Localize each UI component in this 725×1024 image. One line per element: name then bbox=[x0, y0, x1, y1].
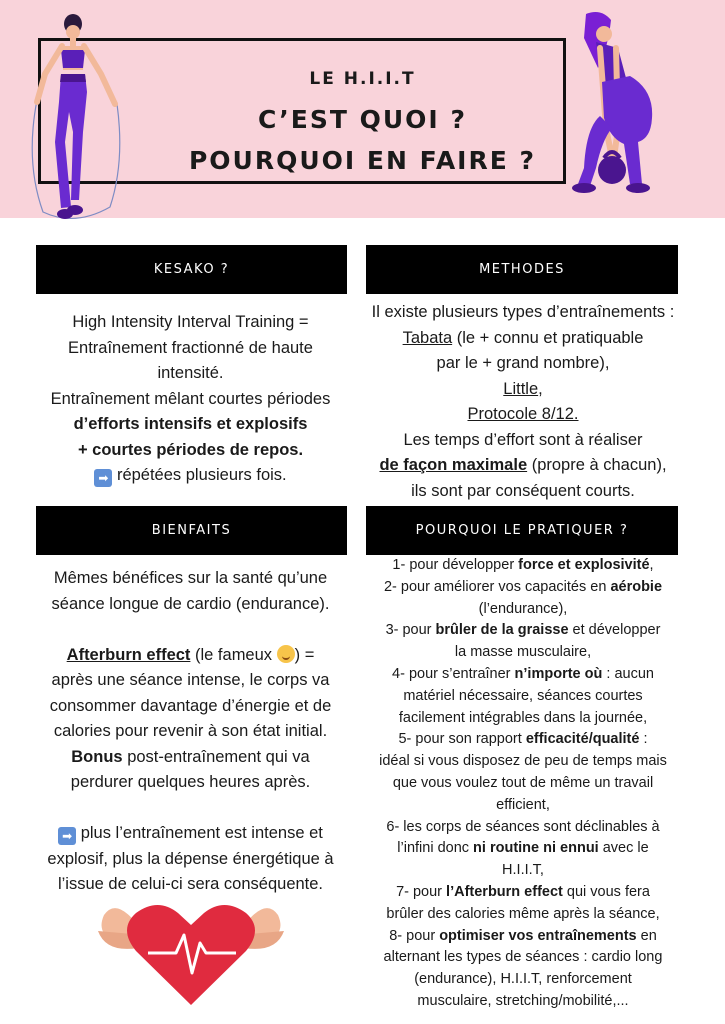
bienfaits-text bbox=[18, 566, 363, 898]
pourquoi-heading: POURQUOI LE PRATIQUER ? bbox=[366, 506, 678, 555]
reason-line: idéal si vous disposez de peu de temps mais bbox=[379, 753, 667, 770]
reason-5 bbox=[352, 729, 694, 751]
kesako-bold-line: + courtes périodes de repos. bbox=[77, 440, 304, 459]
reason-line bbox=[352, 838, 694, 860]
bienfaits-line: séance longue de cardio (endurance). bbox=[51, 594, 330, 613]
reason-text: , bbox=[649, 557, 654, 573]
reason-line: H.I.I.T, bbox=[502, 862, 544, 879]
bienfaits-line: calories pour revenir à son état initial. bbox=[53, 722, 328, 740]
kesako-line bbox=[18, 463, 363, 489]
maximale-emphasis: de façon maximale bbox=[379, 456, 528, 474]
reason-8 bbox=[352, 926, 694, 948]
bienfaits-line: l’issue de celui-ci sera conséquente. bbox=[57, 875, 324, 893]
bienfaits-line: Mêmes bénéfices sur la santé qu’une bbox=[53, 569, 328, 587]
reason-emphasis: aérobie bbox=[610, 578, 663, 595]
methodes-line bbox=[352, 453, 694, 479]
reason-text: avec le bbox=[598, 840, 649, 857]
bienfaits-line: perdurer quelques heures après. bbox=[70, 773, 311, 791]
reason-line: musculaire, stretching/mobilité,... bbox=[417, 992, 629, 1009]
methodes-line bbox=[352, 377, 694, 403]
reason-emphasis: optimiser vos entraînements bbox=[439, 927, 637, 944]
methodes-text-part: (propre à chacun), bbox=[527, 456, 667, 474]
reason-line: que vous voulez tout de même un travail bbox=[392, 774, 654, 791]
spacer bbox=[18, 617, 363, 643]
reason-line: alternant les types de séances : cardio long bbox=[383, 949, 663, 966]
bienfaits-line bbox=[18, 643, 363, 669]
methodes-line: ils sont par conséquent courts. bbox=[411, 481, 635, 500]
kesako-heading: KESAKO ? bbox=[36, 245, 347, 294]
reason-emphasis: efficacité/qualité bbox=[525, 731, 640, 748]
protocole-link: Protocole 8/12. bbox=[467, 405, 579, 423]
methodes-heading: METHODES bbox=[366, 245, 678, 294]
reason-line: matériel nécessaire, séances courtes bbox=[403, 687, 643, 704]
reason-6: 6- les corps de séances sont déclinables à bbox=[386, 818, 660, 835]
reason-line: (l’endurance), bbox=[478, 600, 568, 617]
reason-emphasis: l’Afterburn effect bbox=[446, 883, 563, 900]
spacer bbox=[18, 796, 363, 822]
reason-text: 2- pour améliorer vos capacités en bbox=[383, 578, 611, 595]
bienfaits-line bbox=[18, 745, 363, 771]
reason-line: efficient, bbox=[496, 796, 550, 813]
methodes-text bbox=[352, 300, 694, 504]
reason-4 bbox=[352, 664, 694, 686]
methodes-line: Les temps d’effort sont à réaliser bbox=[403, 430, 643, 449]
smiling-face-icon bbox=[277, 645, 295, 663]
kesako-line: intensité. bbox=[157, 364, 224, 382]
afterburn-emphasis: Afterburn effect bbox=[66, 645, 191, 664]
bienfaits-heading: BIENFAITS bbox=[36, 506, 347, 555]
reason-line: brûler des calories même après la séance, bbox=[386, 905, 660, 922]
methodes-line bbox=[352, 326, 694, 352]
reason-text: l’infini donc bbox=[397, 840, 474, 857]
reason-line: (endurance), H.I.I.T, renforcement bbox=[414, 971, 632, 988]
kettlebell-woman-illustration bbox=[556, 8, 671, 200]
reason-text: et développer bbox=[568, 622, 661, 639]
reason-line: la masse musculaire, bbox=[454, 644, 592, 661]
methodes-text-part: , bbox=[538, 379, 543, 398]
jump-rope-woman-illustration bbox=[15, 12, 130, 222]
bienfaits-text-part: plus l’entraînement est intense et bbox=[76, 824, 323, 842]
reason-emphasis: n’importe où bbox=[514, 665, 603, 682]
kesako-bold-line: d’efforts intensifs et explosifs bbox=[73, 415, 308, 433]
bienfaits-line: après une séance intense, le corps va bbox=[51, 671, 330, 689]
reason-text: : bbox=[639, 731, 648, 748]
reason-2 bbox=[352, 577, 694, 599]
reason-text: en bbox=[636, 927, 657, 944]
reason-text: 8- pour bbox=[389, 927, 440, 944]
bienfaits-text-part: ) = bbox=[294, 645, 315, 664]
tabata-link: Tabata bbox=[402, 328, 453, 347]
bienfaits-text-part: post-entraînement qui va bbox=[122, 747, 310, 766]
methodes-line: Il existe plusieurs types d’entraînements : bbox=[371, 303, 675, 321]
reason-text: 7- pour bbox=[396, 883, 447, 900]
arrow-right-icon: ➡ bbox=[94, 469, 112, 487]
reason-text: : aucun bbox=[602, 665, 654, 682]
arrow-right-icon: ➡ bbox=[58, 827, 76, 845]
kesako-line: Entraînement fractionné de haute bbox=[68, 338, 313, 357]
reason-1 bbox=[352, 555, 694, 577]
kesako-line: Entraînement mêlant courtes périodes bbox=[50, 389, 331, 408]
header-kicker: LE H.I.I.T bbox=[309, 69, 416, 89]
reason-text: 5- pour son rapport bbox=[398, 731, 526, 748]
reason-emphasis: brûler de la graisse bbox=[435, 622, 569, 639]
reason-text: 3- pour bbox=[385, 622, 436, 639]
bienfaits-line: consommer davantage d’énergie et de bbox=[49, 696, 332, 715]
reason-text: 4- pour s’entraîner bbox=[392, 665, 515, 682]
bienfaits-line: explosif, plus la dépense énergétique à bbox=[47, 849, 334, 868]
pourquoi-text bbox=[352, 555, 694, 1013]
strong-heart-icon bbox=[96, 893, 286, 1008]
little-link: Little bbox=[503, 379, 539, 398]
bienfaits-line bbox=[18, 821, 363, 847]
reason-emphasis: ni routine ni ennui bbox=[473, 840, 599, 857]
bienfaits-text-part: (le fameux bbox=[190, 645, 277, 664]
bonus-emphasis: Bonus bbox=[71, 747, 123, 766]
kesako-line: High Intensity Interval Training = bbox=[72, 313, 309, 331]
kesako-repeat-text: répétées plusieurs fois. bbox=[112, 466, 287, 484]
reason-text: qui vous fera bbox=[562, 883, 650, 900]
reason-emphasis: force et explosivité bbox=[518, 557, 650, 573]
reason-line: facilement intégrables dans la journée, bbox=[398, 709, 648, 726]
methodes-line: par le + grand nombre), bbox=[436, 354, 610, 372]
header-title-line1: C’EST QUOI ? bbox=[258, 105, 467, 134]
reason-text: 1- pour développer bbox=[392, 557, 519, 573]
reason-3 bbox=[352, 620, 694, 642]
header-title-line2: POURQUOI EN FAIRE ? bbox=[188, 146, 537, 175]
reason-7 bbox=[352, 882, 694, 904]
kesako-text bbox=[18, 310, 363, 489]
methodes-text-part: (le + connu et pratiquable bbox=[452, 328, 644, 347]
